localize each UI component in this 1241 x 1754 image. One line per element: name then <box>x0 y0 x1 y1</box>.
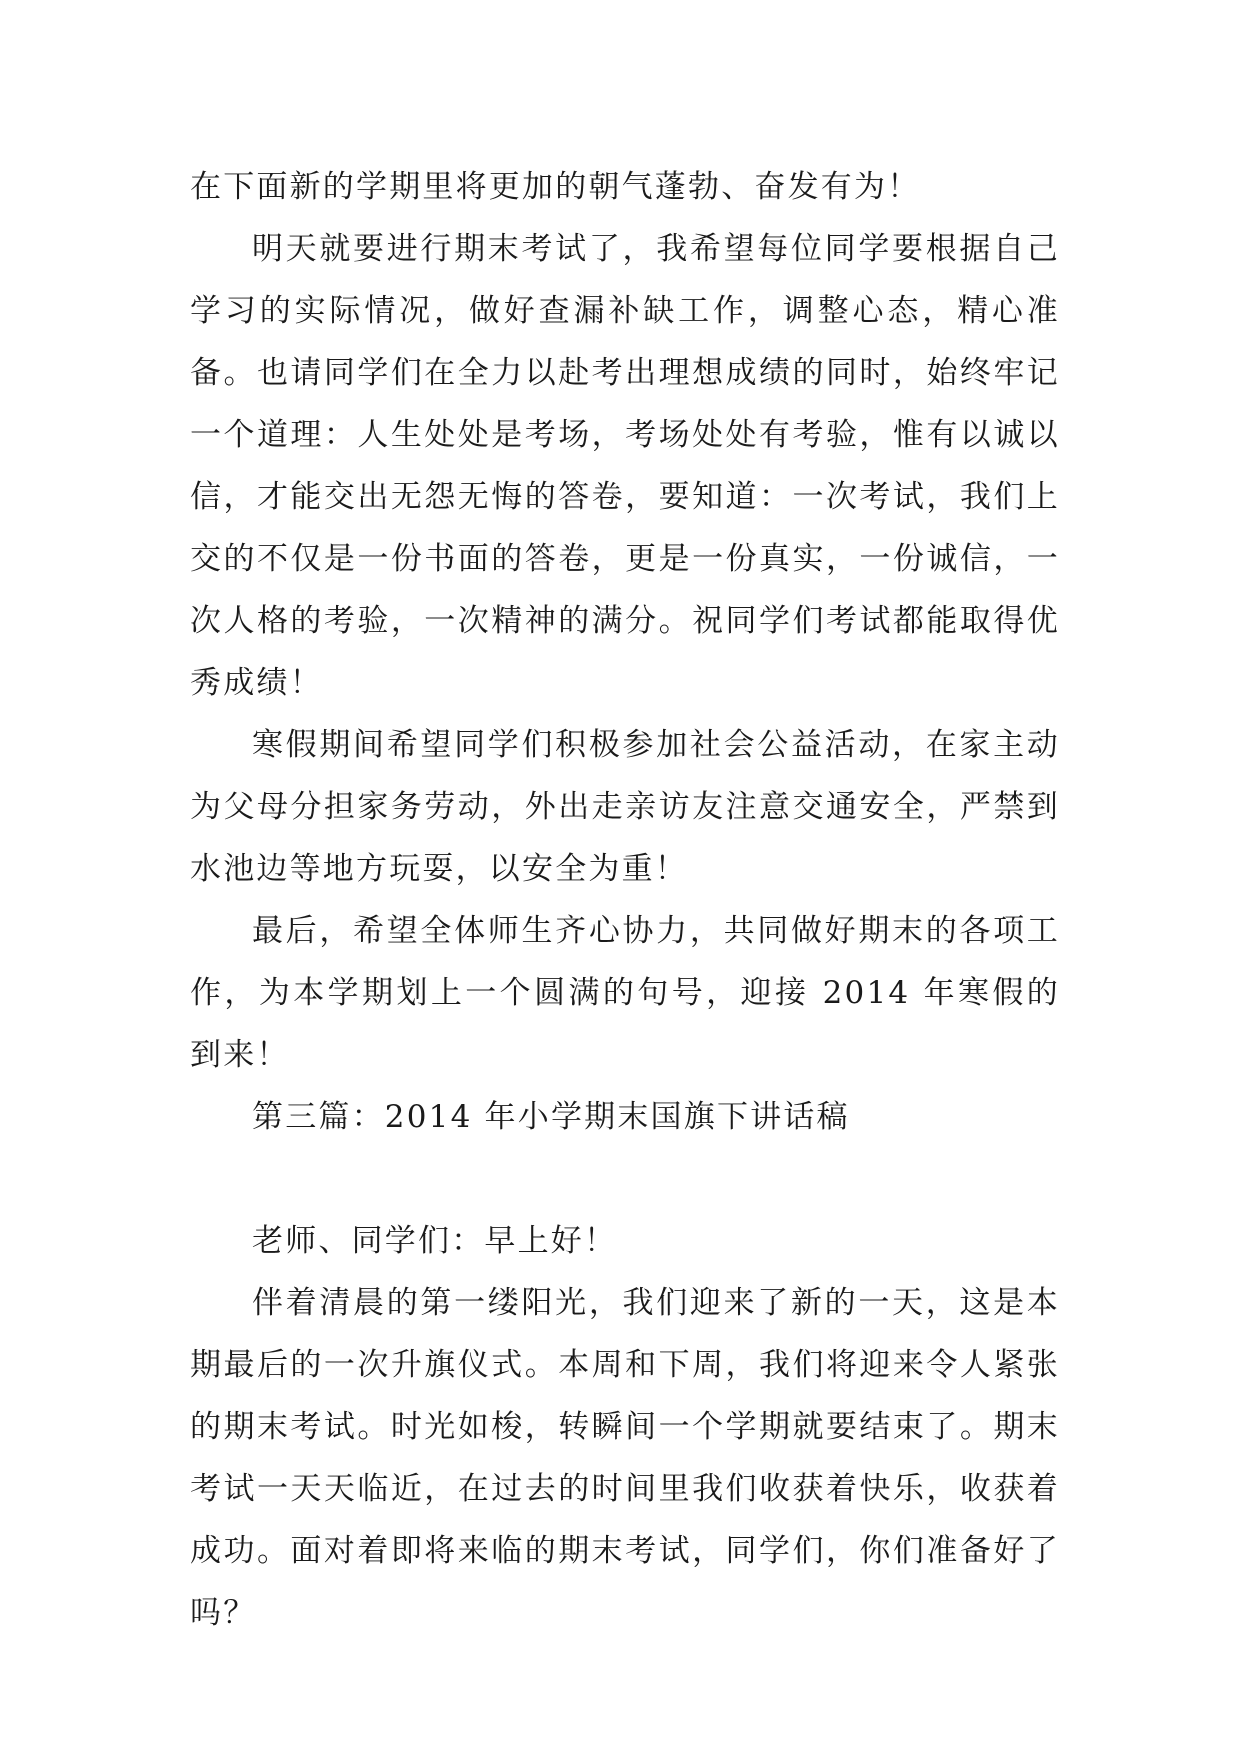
document-page <box>190 156 1060 1644</box>
section-heading: 第三篇：2014 年小学期末国旗下讲话稿 <box>252 1099 850 1135</box>
blank-line <box>190 1148 1060 1210</box>
paragraph-opening: 伴着清晨的第一缕阳光，我们迎来了新的一天，这是本期最后的一次升旗仪式。本周和下周，我们将迎来令人紧张的期末考试。时光如梭，转瞬间一个学期就要结束了。期末考试一天天临近，在过去的时间里我们收获着快乐，收获着成功。面对着即将来临的期末考试，同学们，你们准备好了吗？ <box>190 1285 1060 1631</box>
paragraph-closing: 最后，希望全体师生齐心协力，共同做好期末的各项工作，为本学期划上一个圆满的句号，迎接 2014 年寒假的到来！ <box>190 913 1060 1073</box>
paragraph-exam-advice: 明天就要进行期末考试了，我希望每位同学要根据自己学习的实际情况，做好查漏补缺工作，调整心态，精心准备。也请同学们在全力以赴考出理想成绩的同时，始终牢记一个道理：人生处处是考场，考场处处有考验，惟有以诚以信，才能交出无怨无悔的答卷，要知道：一次考试，我们上交的不仅是一份书面的答卷，更是一份真实，一份诚信，一次人格的考验，一次精神的满分。祝同学们考试都能取得优秀成绩！ <box>190 231 1060 701</box>
greeting: 老师、同学们：早上好！ <box>252 1223 618 1259</box>
paragraph-continuation: 在下面新的学期里将更加的朝气蓬勃、奋发有为！ <box>190 169 921 205</box>
paragraph-winter-break: 寒假期间希望同学们积极参加社会公益活动，在家主动为父母分担家务劳动，外出走亲访友注意交通安全，严禁到水池边等地方玩耍，以安全为重！ <box>190 727 1060 887</box>
